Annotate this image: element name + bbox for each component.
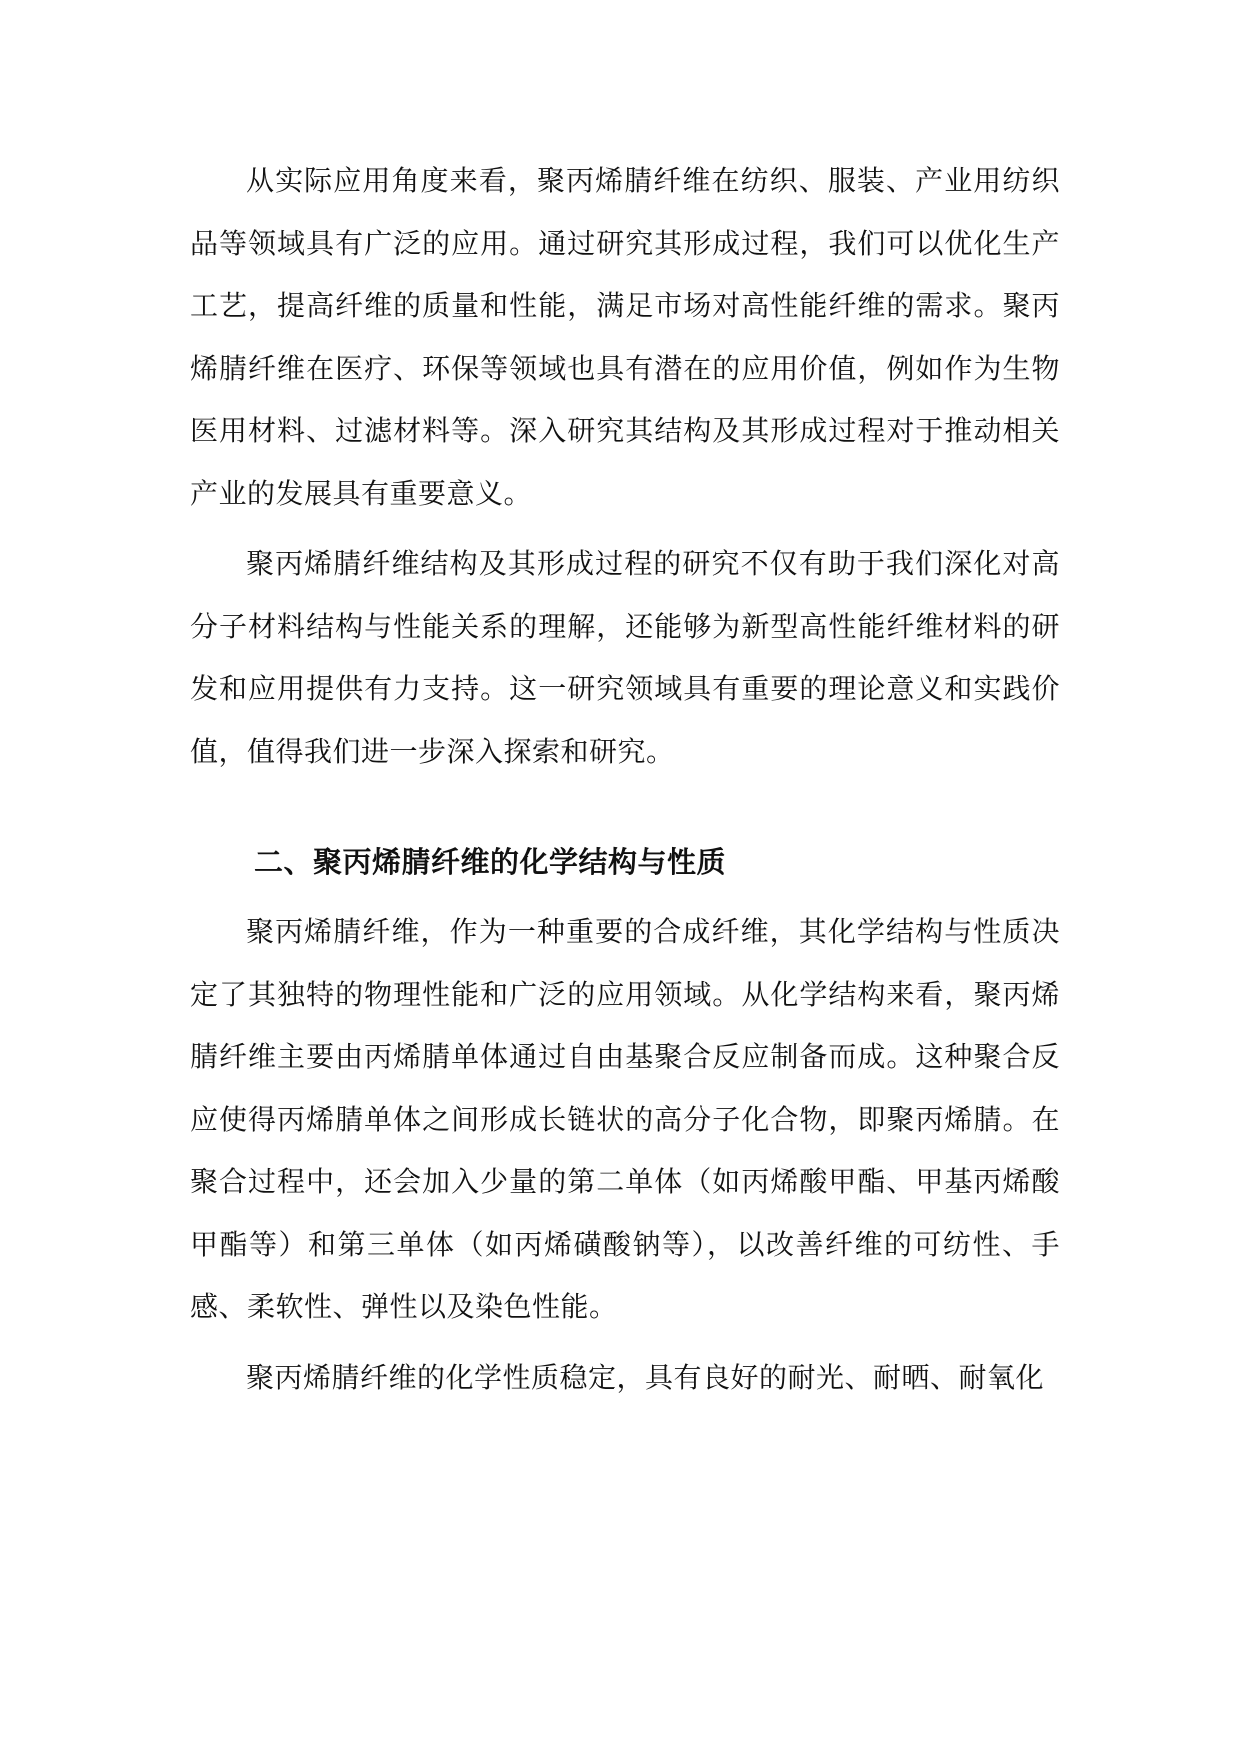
paragraph-application-value: 从实际应用角度来看，聚丙烯腈纤维在纺织、服装、产业用纺织品等领域具有广泛的应用。通过研究其形成过程，我们可以优化生产工艺，提高纤维的质量和性能，满足市场对高性能纤维的需求。聚丙烯腈纤维在医疗、环保等领域也具有潜在的应用价值，例如作为生物医用材料、过滤材料等。深入研究其结构及其形成过程对于推动相关产业的发展具有重要意义。 — [190, 164, 1060, 510]
section-heading: 二、聚丙烯腈纤维的化学结构与性质 — [254, 845, 727, 879]
document-body — [190, 150, 1060, 1409]
paragraph-chemical-properties: 聚丙烯腈纤维的化学性质稳定，具有良好的耐光、耐晒、耐氧化 — [246, 1360, 1045, 1394]
paragraph-research-significance: 聚丙烯腈纤维结构及其形成过程的研究不仅有助于我们深化对高分子材料结构与性能关系的理解，还能够为新型高性能纤维材料的研发和应用提供有力支持。这一研究领域具有重要的理论意义和实践价值，值得我们进一步深入探索和研究。 — [190, 547, 1060, 768]
paragraph-chemical-structure: 聚丙烯腈纤维，作为一种重要的合成纤维，其化学结构与性质决定了其独特的物理性能和广泛的应用领域。从化学结构来看，聚丙烯腈纤维主要由丙烯腈单体通过自由基聚合反应制备而成。这种聚合反应使得丙烯腈单体之间形成长链状的高分子化合物，即聚丙烯腈。在聚合过程中，还会加入少量的第二单体（如丙烯酸甲酯、甲基丙烯酸甲酯等）和第三单体（如丙烯磺酸钠等），以改善纤维的可纺性、手感、柔软性、弹性以及染色性能。 — [190, 915, 1060, 1323]
